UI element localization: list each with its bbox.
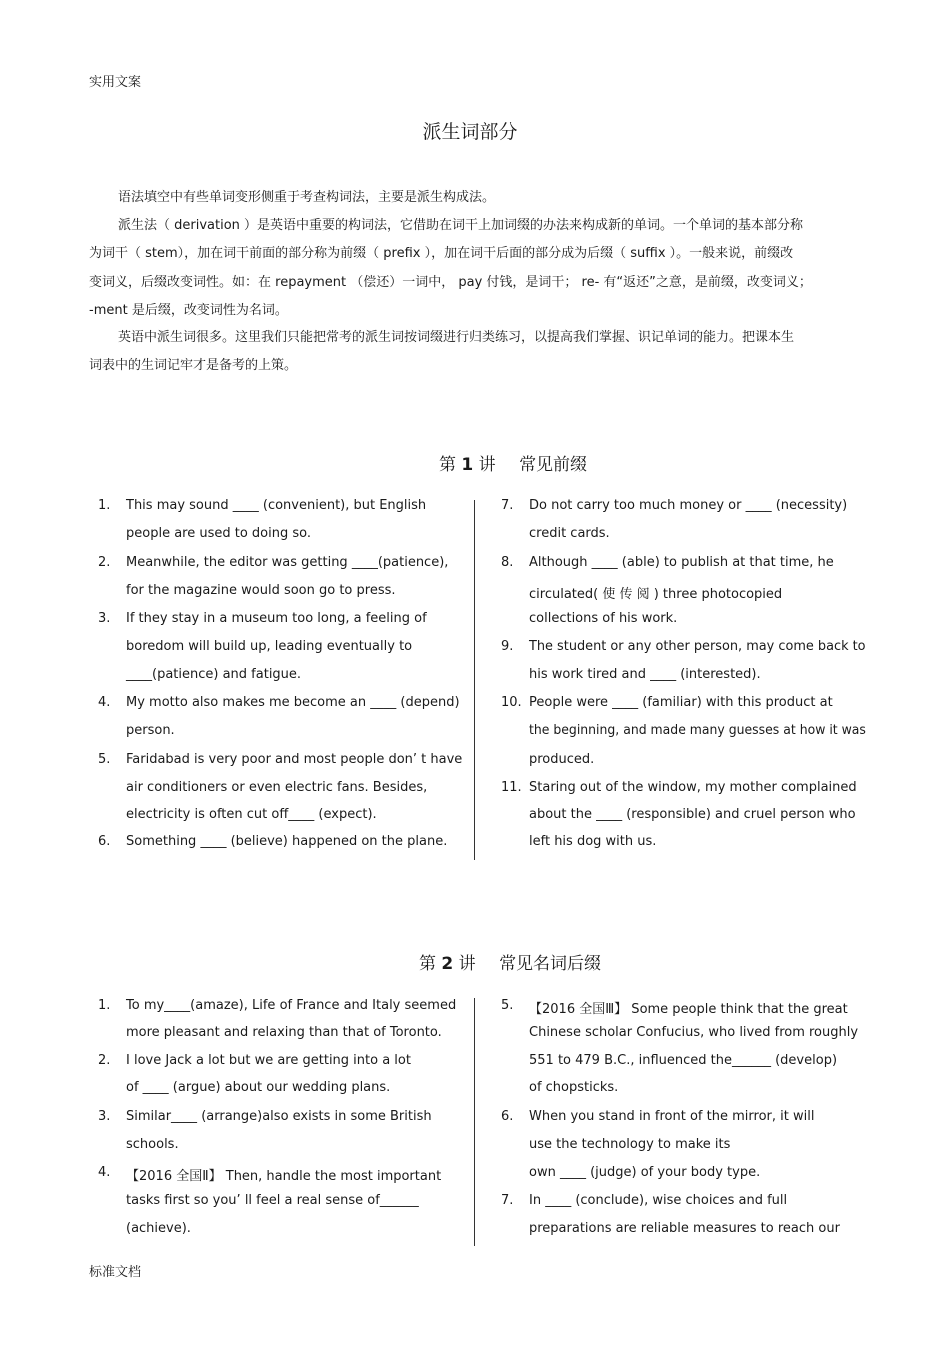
- item-text: People were ____ (familiar) with this product at: [529, 695, 833, 710]
- item-text: Chinese scholar Confucius, who lived from roughly: [529, 1025, 859, 1040]
- item-text: In ____ (conclude), wise choices and full: [529, 1193, 788, 1208]
- item-text: his work tired and ____ (interested).: [529, 667, 761, 682]
- intro-line: 语法填空中有些单词变形侧重于考查构词法，主要是派生构成法。: [118, 190, 496, 205]
- intro-line: 派生法（ derivation ）是英语中重要的构词法，它借助在词干上加词缀的办法来构成新的单词。一个单词的基本部分称: [118, 218, 804, 233]
- item-text: This may sound ____ (convenient), but English: [126, 498, 427, 513]
- item-number: 6.: [501, 1109, 514, 1124]
- item-text: air conditioners or even electric fans. Besides,: [126, 780, 428, 795]
- item-text: Meanwhile, the editor was getting ____(patience),: [126, 555, 449, 570]
- item-text: the beginning, and made many guesses at how it was: [529, 723, 866, 738]
- lecture-prefix: 第: [439, 455, 456, 475]
- item-text: for the magazine would soon go to press.: [126, 583, 396, 598]
- item-text: Something ____ (believe) happened on the plane.: [126, 834, 448, 849]
- lecture-unit: 讲: [458, 954, 476, 974]
- item-text: about the ____ (responsible) and cruel person who: [529, 807, 856, 822]
- item-text: boredom will build up, leading eventually to: [126, 639, 413, 654]
- intro-line: 英语中派生词很多。这里我们只能把常考的派生词按词缀进行归类练习，以提高我们掌握、识记单词的能力。把课本生: [118, 330, 795, 345]
- item-text: schools.: [126, 1137, 179, 1152]
- lecture-number: 2: [441, 954, 454, 974]
- item-number: 4.: [98, 695, 111, 710]
- item-text: Do not carry too much money or ____ (necessity): [529, 498, 848, 513]
- page-footer: 标准文档: [89, 1265, 142, 1280]
- item-text: ____(patience) and fatigue.: [126, 667, 302, 682]
- page-title: 派生词部分: [422, 121, 518, 143]
- page-header: 实用文案: [89, 75, 142, 90]
- intro-line: 变词义，后缀改变词性。如：在 repayment （偿还）一词中， pay 付钱，是词干； re- 有“返还”之意，是前缀，改变词义；: [89, 275, 812, 290]
- item-text: Faridabad is very poor and most people don’ t have: [126, 752, 463, 767]
- item-text: (achieve).: [126, 1221, 191, 1236]
- item-text: of chopsticks.: [529, 1080, 619, 1095]
- item-text: Although ____ (able) to publish at that time, he: [529, 555, 834, 570]
- item-number: 3.: [98, 1109, 111, 1124]
- lecture-name: 常见前缀: [519, 455, 588, 475]
- item-number: 3.: [98, 611, 111, 626]
- item-text: If they stay in a museum too long, a feeling of: [126, 611, 427, 626]
- item-number: 11.: [501, 780, 522, 795]
- item-number: 2.: [98, 1053, 111, 1068]
- intro-line: -ment 是后缀，改变词性为名词。: [89, 303, 288, 318]
- column-divider: [474, 998, 475, 1246]
- item-number: 7.: [501, 498, 514, 513]
- column-divider: [474, 500, 475, 860]
- lecture-1-heading: [439, 450, 587, 475]
- lecture-name: 常见名词后缀: [499, 954, 602, 974]
- item-text: My motto also makes me become an ____ (depend): [126, 695, 460, 710]
- item-number: 4.: [98, 1165, 111, 1180]
- item-text: preparations are reliable measures to reach our: [529, 1221, 840, 1236]
- item-number: 5.: [98, 752, 111, 767]
- item-text: produced.: [529, 752, 595, 767]
- item-text: 【2016 全国Ⅱ】 Then, handle the most important: [126, 1169, 442, 1184]
- intro-line: 为词干（ stem），加在词干前面的部分称为前缀（ prefix ），加在词干后面的部分成为后缀（ suffix ）。一般来说，前缀改: [89, 246, 794, 261]
- item-text: electricity is often cut off____ (expect).: [126, 807, 377, 822]
- item-text: left his dog with us.: [529, 834, 657, 849]
- item-text: people are used to doing so.: [126, 526, 312, 541]
- item-text: I love Jack a lot but we are getting into a lot: [126, 1053, 411, 1068]
- lecture-2-heading: [419, 949, 601, 974]
- item-text: The student or any other person, may come back to: [529, 639, 866, 654]
- item-number: 1.: [98, 498, 111, 513]
- item-number: 9.: [501, 639, 514, 654]
- item-text: When you stand in front of the mirror, it will: [529, 1109, 815, 1124]
- item-number: 7.: [501, 1193, 514, 1208]
- item-text: Similar____ (arrange)also exists in some British: [126, 1109, 432, 1124]
- lecture-number: 1: [461, 455, 474, 475]
- item-text: use the technology to make its: [529, 1137, 731, 1152]
- item-text: 551 to 479 B.C., influenced the______ (develop): [529, 1053, 838, 1068]
- item-number: 10.: [501, 695, 522, 710]
- item-text: of ____ (argue) about our wedding plans.: [126, 1080, 391, 1095]
- item-text: To my____(amaze), Life of France and Italy seemed: [126, 998, 457, 1013]
- item-number: 6.: [98, 834, 111, 849]
- item-text: credit cards.: [529, 526, 610, 541]
- item-text: collections of his work.: [529, 611, 678, 626]
- item-number: 1.: [98, 998, 111, 1013]
- item-text: Staring out of the window, my mother complained: [529, 780, 857, 795]
- item-number: 2.: [98, 555, 111, 570]
- lecture-prefix: 第: [419, 954, 436, 974]
- item-text: person.: [126, 723, 175, 738]
- item-number: 8.: [501, 555, 514, 570]
- intro-line: 词表中的生词记牢才是备考的上策。: [89, 358, 298, 373]
- item-number: 5.: [501, 998, 514, 1013]
- item-text: 【2016 全国Ⅲ】 Some people think that the great: [529, 1002, 848, 1017]
- item-text: tasks first so you’ ll feel a real sense of______: [126, 1193, 419, 1208]
- lecture-unit: 讲: [478, 455, 496, 475]
- item-text: circulated( 使 传 阅 ) three photocopied: [529, 587, 783, 602]
- item-text: own ____ (judge) of your body type.: [529, 1165, 761, 1180]
- item-text: more pleasant and relaxing than that of Toronto.: [126, 1025, 442, 1040]
